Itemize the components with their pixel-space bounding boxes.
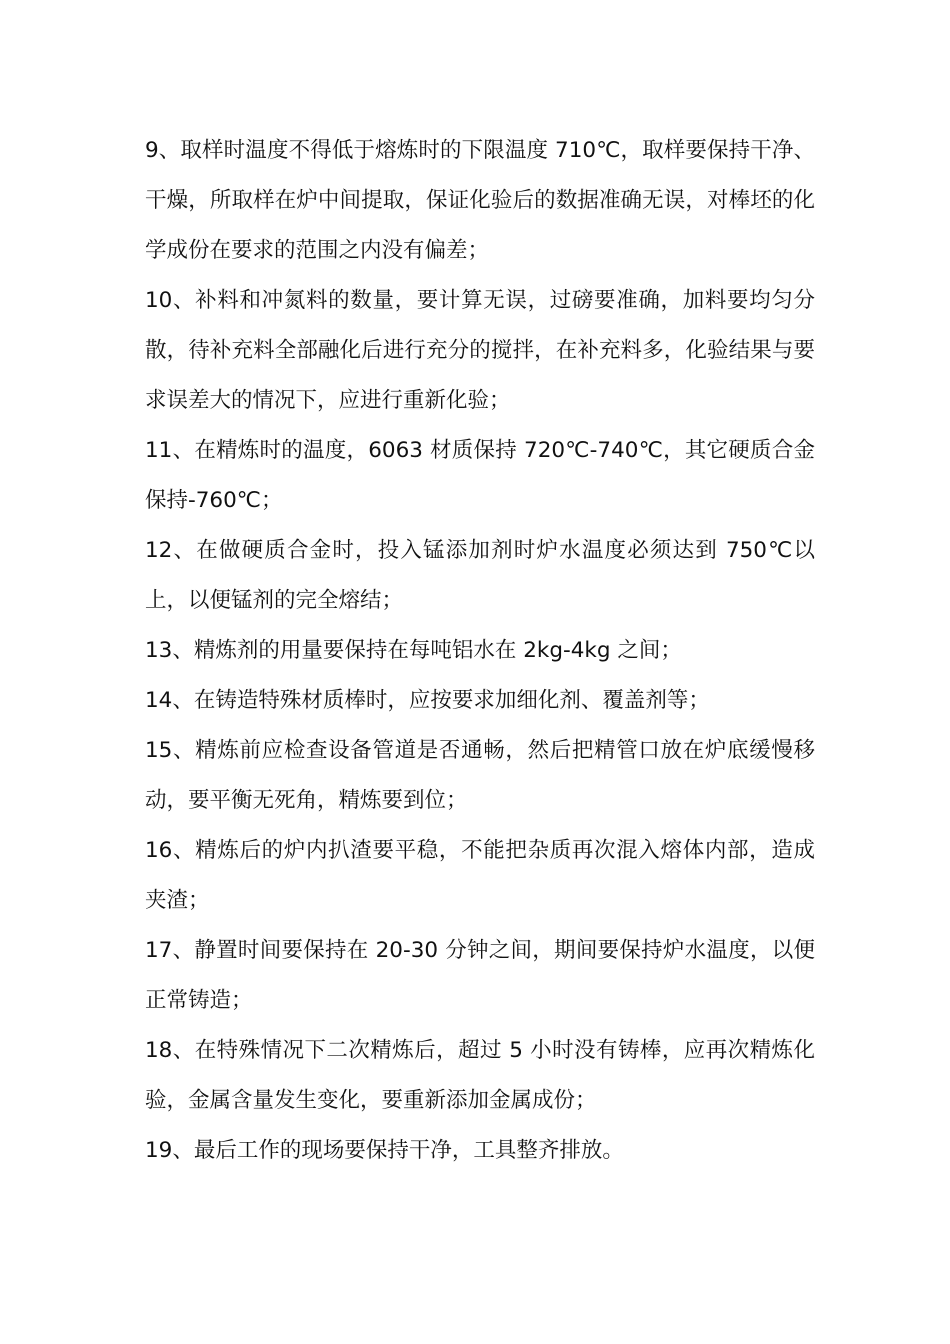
list-item-10: 10、补料和冲氮料的数量，要计算无误，过磅要准确，加料要均匀分散，待补充料全部融化后进行充分的搅拌，在补充料多，化验结果与要求误差大的情况下，应进行重新化验； (145, 288, 815, 413)
list-item-14: 14、在铸造特殊材质棒时，应按要求加细化剂、覆盖剂等； (145, 688, 710, 713)
list-item-16: 16、精炼后的炉内扒渣要平稳，不能把杂质再次混入熔体内部，造成夹渣； (145, 838, 815, 913)
list-item-12: 12、在做硬质合金时，投入锰添加剂时炉水温度必须达到 750℃以上，以便锰剂的完全熔结； (145, 538, 815, 613)
list-item-13: 13、精炼剂的用量要保持在每吨铝水在 2kg-4kg 之间； (145, 638, 682, 663)
list-item-18: 18、在特殊情况下二次精炼后，超过 5 小时没有铸棒，应再次精炼化验，金属含量发生变化，要重新添加金属成份； (145, 1038, 815, 1113)
document-body (145, 126, 815, 1176)
list-item-15: 15、精炼前应检查设备管道是否通畅，然后把精管口放在炉底缓慢移动，要平衡无死角，精炼要到位； (145, 738, 815, 813)
list-item-11: 11、在精炼时的温度，6063 材质保持 720℃-740℃，其它硬质合金保持-760℃； (145, 438, 815, 513)
list-item-17: 17、静置时间要保持在 20-30 分钟之间，期间要保持炉水温度，以便正常铸造； (145, 938, 815, 1013)
list-item-9: 9、取样时温度不得低于熔炼时的下限温度 710℃，取样要保持干净、干燥，所取样在炉中间提取，保证化验后的数据准确无误，对棒坯的化学成份在要求的范围之内没有偏差； (145, 138, 815, 263)
list-item-19: 19、最后工作的现场要保持干净，工具整齐排放。 (145, 1138, 624, 1163)
